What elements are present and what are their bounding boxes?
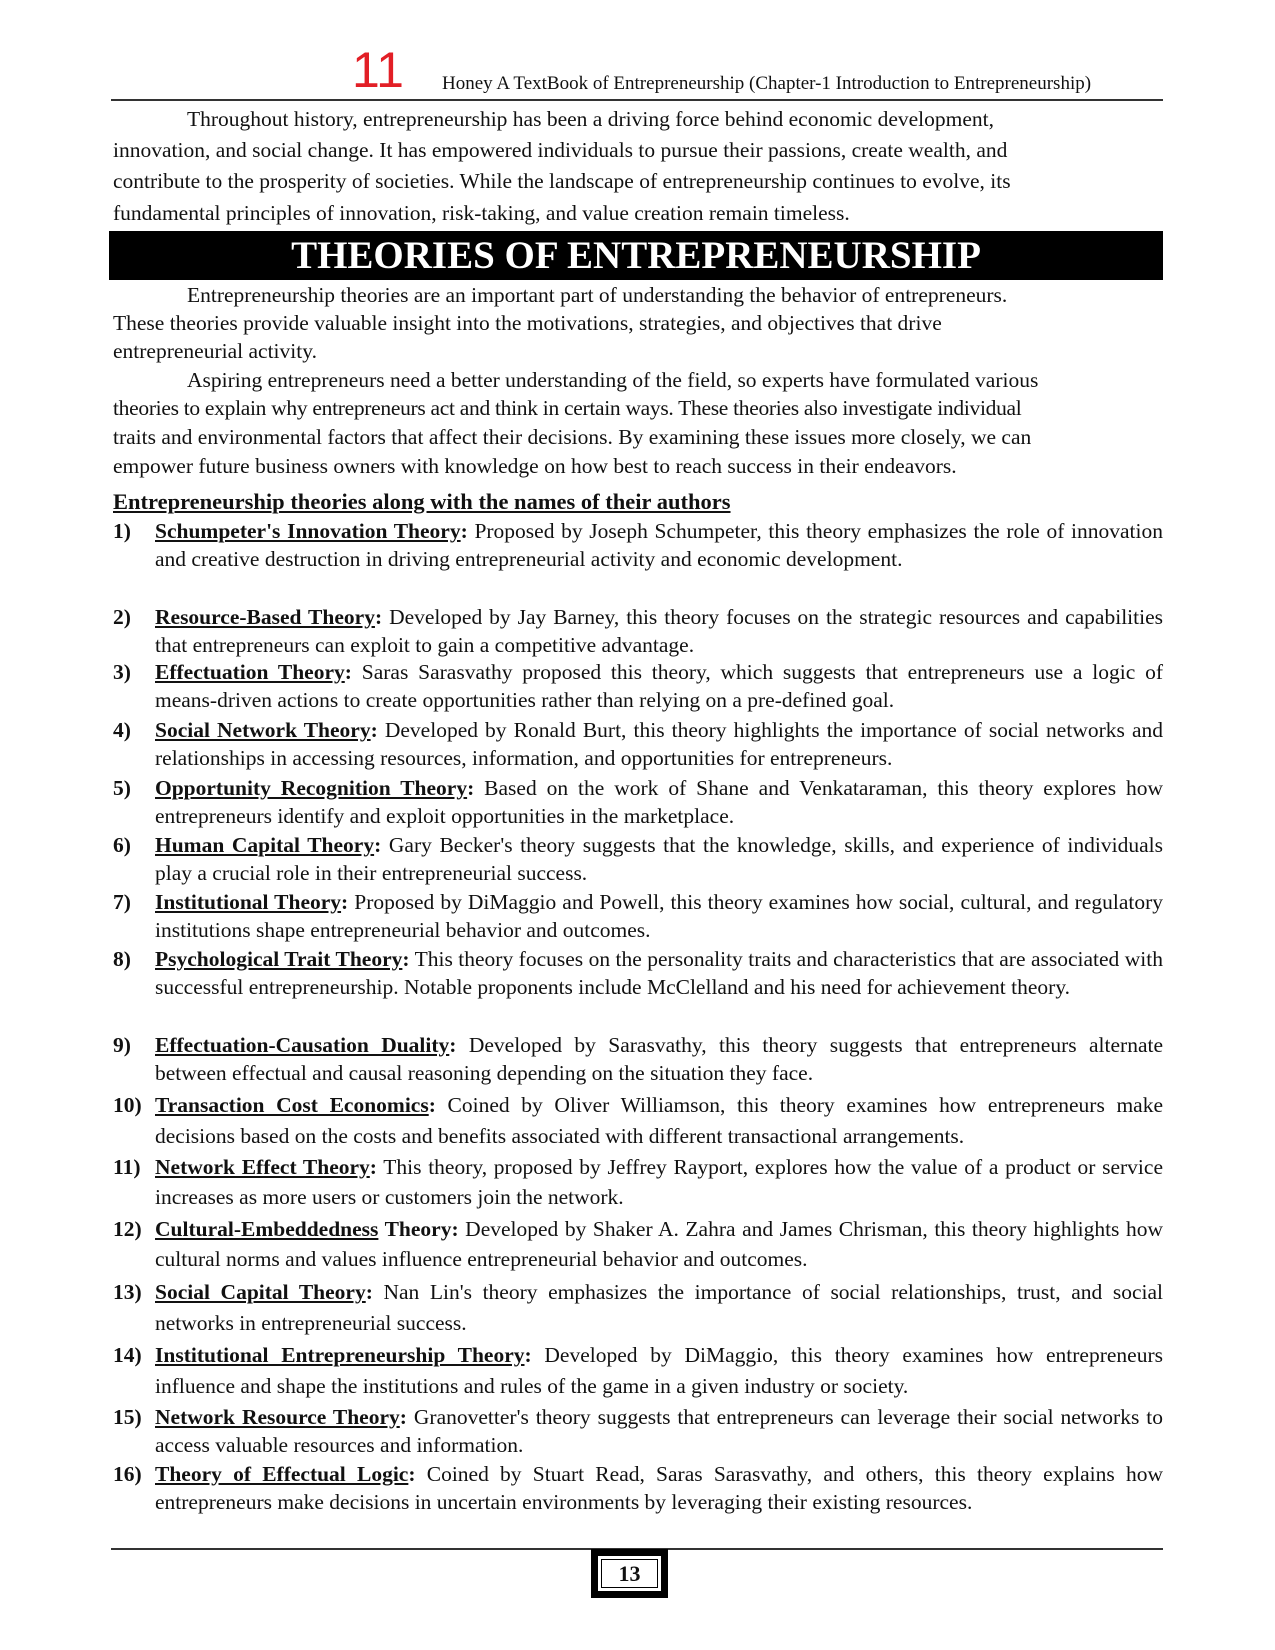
theory-body [155,1340,1163,1402]
theory-item [113,775,1163,830]
theory-term-colon: : [408,1462,416,1486]
intro-line [113,104,1163,135]
page-number-frame [598,1556,661,1591]
theory-term: Psychological Trait Theory [155,947,403,971]
theory-term: Institutional Entrepreneurship Theory [155,1343,525,1367]
theory-body [155,1032,1163,1087]
theory-term: Effectuation Theory [155,660,345,684]
theory-body [155,659,1163,714]
theory-description: Developed by DiMaggio, this theory examines how entrepreneurs influence and shape the institutions and rules of the game in a given industry or society. [155,1343,1163,1398]
paragraph-line: theories to explain why entrepreneurs act and think in certain ways. These theories also investigate individual [113,396,1022,420]
theory-description: Proposed by Joseph Schumpeter, this theory emphasizes the role of innovation and creative destruction in driving entrepreneurial activity and economic development. [155,519,1163,571]
theory-item [113,889,1163,944]
theory-number: 6) [113,833,131,857]
section-banner-title: THEORIES OF ENTREPRENEURSHIP [109,231,1163,280]
theory-term-colon: : [370,718,378,742]
theory-description: Developed by Ronald Burt, this theory highlights the importance of social networks and relationships in accessing resources, information, and opportunities for entrepreneurs. [155,718,1163,770]
paragraph-line-text: Aspiring entrepreneurs need a better understanding of the field, so experts have formulated various [187,368,1039,392]
theory-description: Nan Lin's theory emphasizes the importance of social relationships, trust, and social networks in entrepreneurial success. [155,1280,1163,1335]
theory-item [113,1152,1163,1212]
theory-term: Resource-Based Theory [155,605,375,629]
theory-number: 15) [113,1405,142,1429]
theory-term-colon: : [428,1093,436,1117]
theory-description: This theory, proposed by Jeffrey Rayport, explores how the value of a product or service increases as more users or customers join the network. [155,1155,1163,1209]
theory-term: Social Capital Theory [155,1280,366,1304]
theory-term: Effectuation-Causation Duality [155,1033,450,1057]
theory-term-colon: : [402,947,410,971]
theory-item [113,659,1163,714]
theory-item [113,1090,1163,1152]
paragraph-line: entrepreneurial activity. [113,339,317,363]
chapter-number: 11 [352,42,404,98]
theory-description: Developed by Jay Barney, this theory focuses on the strategic resources and capabilities that entrepreneurs can exploit to gain a competitive advantage. [155,605,1163,657]
intro-line: fundamental principles of innovation, risk-taking, and value creation remain timeless. [113,201,850,225]
theory-number: 5) [113,776,131,800]
theory-term: Social Network Theory [155,718,371,742]
theory-number: 11) [113,1155,141,1179]
theory-item [113,604,1163,659]
theory-body [155,1403,1163,1459]
page-number: 13 [601,1559,658,1588]
theory-body [155,717,1163,772]
theory-item [113,1214,1163,1274]
paragraph-line [113,366,1163,394]
running-header-title: Honey A TextBook of Entrepreneurship (Chapter-1 Introduction to Entrepreneurship) [442,73,1092,94]
theory-term: Human Capital Theory [155,833,375,857]
theory-description: Developed by Sarasvathy, this theory suggests that entrepreneurs alternate between effectual and causal reasoning depending on the situation they face. [155,1033,1163,1085]
theory-body [155,775,1163,830]
intro-line: contribute to the prosperity of societies. While the landscape of entrepreneurship continues to evolve, its [113,169,1011,193]
theory-number: 10) [113,1093,142,1117]
intro-line: innovation, and social change. It has empowered individuals to pursue their passions, create wealth, and [113,138,1008,162]
theory-description: Coined by Stuart Read, Saras Sarasvathy, and others, this theory explains how entrepreneurs make decisions in uncertain environments by leveraging their existing resources. [155,1462,1163,1514]
theory-item [113,1403,1163,1459]
theory-body [155,946,1163,1001]
theory-term-colon: : [341,890,349,914]
theory-number: 2) [113,605,131,629]
paragraph-line: These theories provide valuable insight into the motivations, strategies, and objectives that drive [113,311,942,335]
theory-term: Theory of Effectual Logic [155,1462,409,1486]
theory-term: Transaction Cost Economics [155,1093,429,1117]
theory-description: Granovetter's theory suggests that entrepreneurs can leverage their social networks to access valuable resources and information. [155,1405,1163,1457]
paragraph-line-text: Entrepreneurship theories are an important part of understanding the behavior of entrepreneurs. [187,283,1008,307]
theory-number: 3) [113,660,131,684]
theory-number: 16) [113,1462,142,1486]
list-heading: Entrepreneurship theories along with the names of their authors [113,489,731,514]
theory-term-colon: : [344,660,352,684]
theory-number: 9) [113,1033,131,1057]
theory-number: 4) [113,718,131,742]
paragraph-line: traits and environmental factors that affect their decisions. By examining these issues more closely, we can [113,425,1032,449]
theory-description: Based on the work of Shane and Venkataraman, this theory explores how entrepreneurs identify and exploit opportunities in the marketplace. [155,776,1163,828]
theory-description: Saras Sarasvathy proposed this theory, which suggests that entrepreneurs use a logic of means-driven actions to create opportunities rather than relying on a pre-defined goal. [155,660,1163,712]
theory-body [155,1214,1163,1274]
theory-item [113,1340,1163,1402]
theory-term: Network Effect Theory [155,1155,370,1179]
theory-number: 1) [113,519,131,543]
theory-description: Coined by Oliver Williamson, this theory examines how entrepreneurs make decisions based on the costs and benefits associated with different transactional arrangements. [155,1093,1164,1148]
theory-number: 7) [113,890,131,914]
theory-number: 13) [113,1280,142,1304]
theory-item [113,1277,1163,1339]
theory-term: Cultural-Embeddedness [155,1217,379,1241]
theory-body [155,604,1163,659]
theory-description: Developed by Shaker A. Zahra and James Chrisman, this theory highlights how cultural norms and values influence entrepreneurial behavior and outcomes. [155,1217,1163,1271]
theory-term-colon: : [374,833,382,857]
theory-term-colon: : [399,1405,407,1429]
theory-term: Schumpeter's Innovation Theory [155,519,461,543]
theory-description: This theory focuses on the personality traits and characteristics that are associated with successful entrepreneurship. Notable proponents include McClelland and his need for achievement theory. [155,947,1163,999]
header-rule [111,99,1163,101]
page-number-box [591,1549,668,1598]
theory-number: 14) [113,1343,142,1367]
paragraph-line: empower future business owners with knowledge on how best to reach success in their endeavors. [113,454,957,478]
theory-term: Institutional Theory [155,890,342,914]
theory-body [155,1090,1163,1152]
theory-term-colon: : [524,1343,532,1367]
theory-item [113,946,1163,1001]
theory-term-colon: : [460,519,468,543]
theory-item [113,1460,1163,1516]
theory-number: 12) [113,1217,142,1241]
theory-term-colon: : [449,1033,457,1057]
theory-body [155,1277,1163,1339]
theory-description: Proposed by DiMaggio and Powell, this theory examines how social, cultural, and regulatory institutions shape entrepreneurial behavior and outcomes. [155,890,1164,942]
paragraph-line [113,281,1163,309]
theory-term-colon: : [369,1155,377,1179]
theory-term-colon: : [365,1280,373,1304]
theory-term: Opportunity Recognition Theory [155,776,468,800]
theory-item [113,1032,1163,1087]
intro-line-text: Throughout history, entrepreneurship has been a driving force behind economic development, [187,107,994,131]
theory-body [155,832,1163,887]
theory-body [155,1460,1163,1516]
theory-term-colon: : [467,776,475,800]
theory-term-colon: Theory: [378,1217,459,1241]
theory-body [155,889,1163,944]
theory-body [155,1152,1163,1212]
theory-item [113,832,1163,887]
theory-term-colon: : [374,605,383,629]
theory-description: Gary Becker's theory suggests that the knowledge, skills, and experience of individuals play a crucial role in their entrepreneurial success. [155,833,1163,885]
theory-item [113,518,1163,573]
theory-body [155,518,1163,573]
theory-term: Network Resource Theory [155,1405,400,1429]
theory-number: 8) [113,947,131,971]
theory-item [113,717,1163,772]
